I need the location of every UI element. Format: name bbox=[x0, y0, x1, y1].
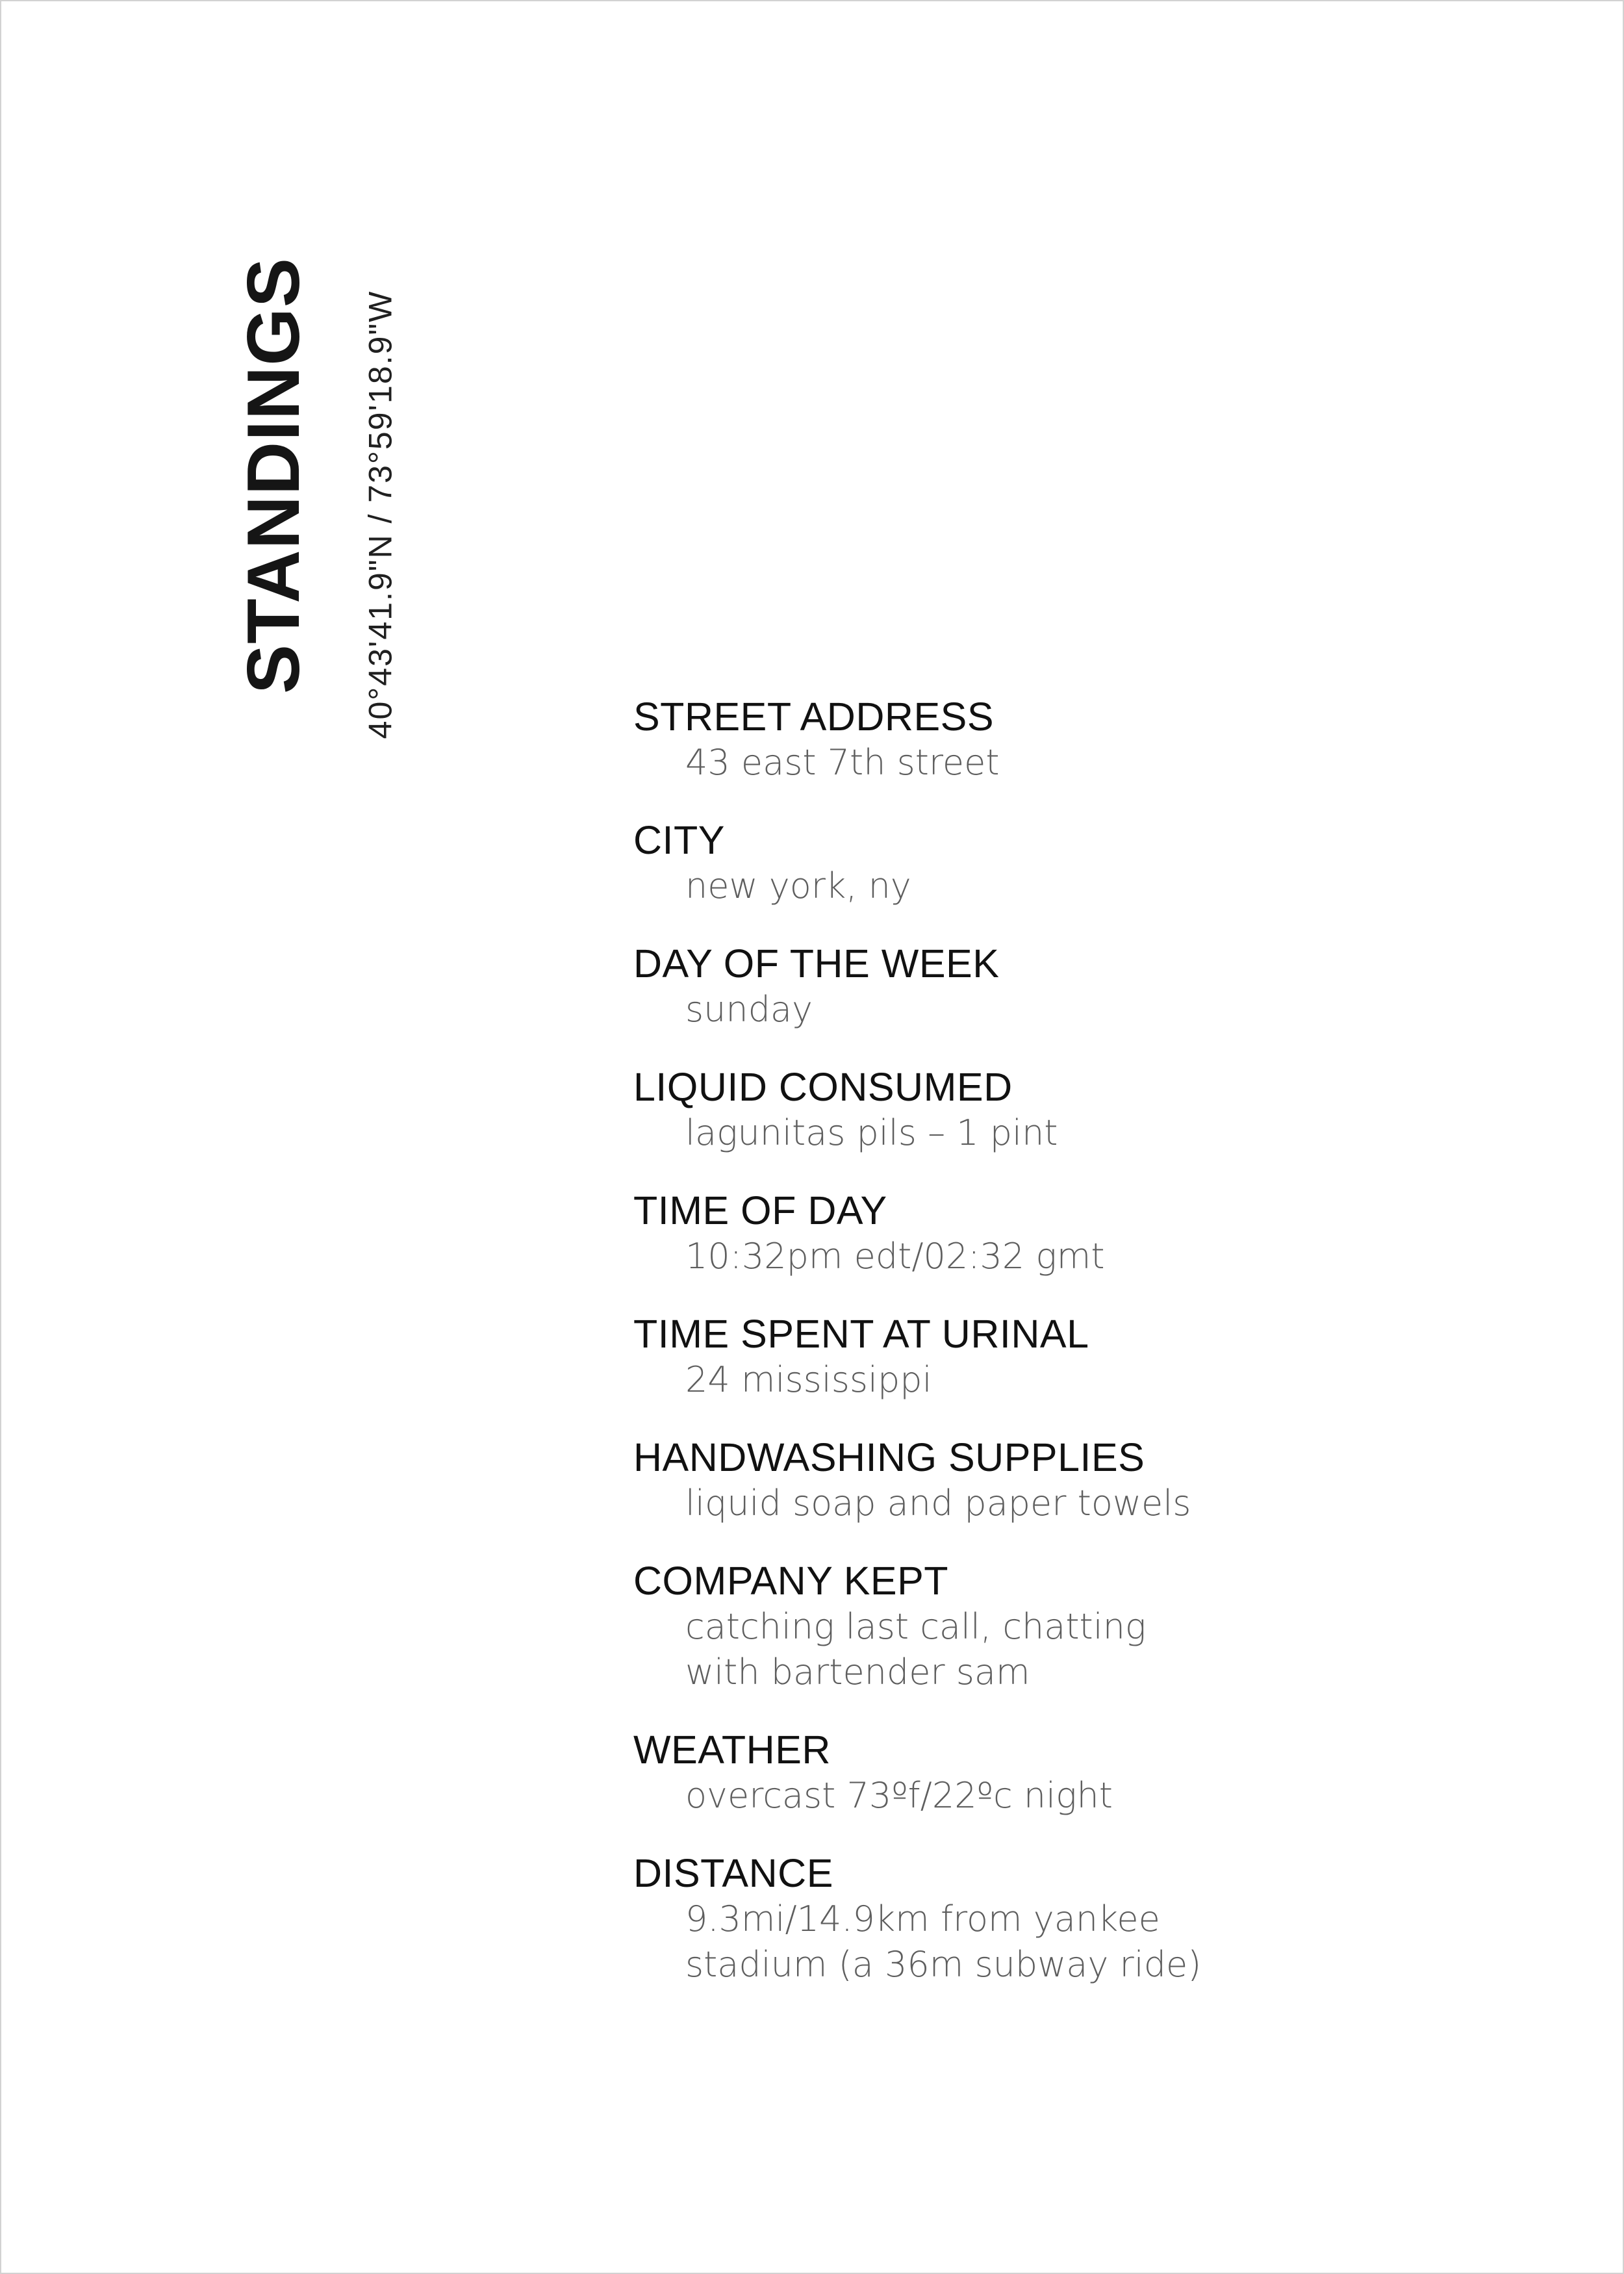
title-text: STANDINGS bbox=[233, 257, 315, 694]
record-city bbox=[633, 817, 1478, 909]
record-time-of-day bbox=[633, 1187, 1478, 1279]
coordinates-text: 40°43'41.9"N / 73°59'18.9"W bbox=[362, 290, 398, 739]
record-company-kept bbox=[633, 1557, 1478, 1695]
record-value: 24 mississippi bbox=[685, 1359, 932, 1400]
record-label: CITY bbox=[633, 818, 725, 862]
record-value: new york, ny bbox=[685, 865, 911, 906]
record-value: lagunitas pils – 1 pint bbox=[685, 1112, 1058, 1153]
record-value: sunday bbox=[685, 989, 813, 1030]
record-liquid-consumed bbox=[633, 1064, 1478, 1156]
record-label: TIME SPENT AT URINAL bbox=[633, 1312, 1089, 1356]
record-day-of-week bbox=[633, 940, 1478, 1032]
record-value: 10:32pm edt/02:32 gmt bbox=[685, 1236, 1105, 1277]
record-value: liquid soap and paper towels bbox=[685, 1483, 1191, 1524]
record-label: LIQUID CONSUMED bbox=[633, 1065, 1013, 1109]
record-label: TIME OF DAY bbox=[633, 1188, 887, 1233]
record-label: HANDWASHING SUPPLIES bbox=[633, 1435, 1145, 1479]
record-distance bbox=[633, 1850, 1478, 1987]
record-value: catching last call, chatting with bartender sam bbox=[685, 1606, 1147, 1693]
record-list bbox=[633, 693, 1478, 2019]
record-value: 43 east 7th street bbox=[685, 742, 1000, 783]
record-label: COMPANY KEPT bbox=[633, 1559, 949, 1603]
record-value: 9.3mi/14.9km from yankee stadium (a 36m subway ride) bbox=[685, 1898, 1202, 1985]
record-handwashing-supplies bbox=[633, 1434, 1478, 1526]
page-title bbox=[235, 238, 313, 713]
record-time-at-urinal bbox=[633, 1310, 1478, 1403]
record-label: STREET ADDRESS bbox=[633, 695, 995, 739]
record-label: WEATHER bbox=[633, 1728, 831, 1772]
record-value: overcast 73ºf/22ºc night bbox=[685, 1775, 1113, 1816]
record-street-address bbox=[633, 693, 1478, 786]
record-label: DISTANCE bbox=[633, 1851, 833, 1895]
record-weather bbox=[633, 1726, 1478, 1819]
gps-coordinates bbox=[361, 238, 400, 791]
record-label: DAY OF THE WEEK bbox=[633, 941, 1000, 986]
